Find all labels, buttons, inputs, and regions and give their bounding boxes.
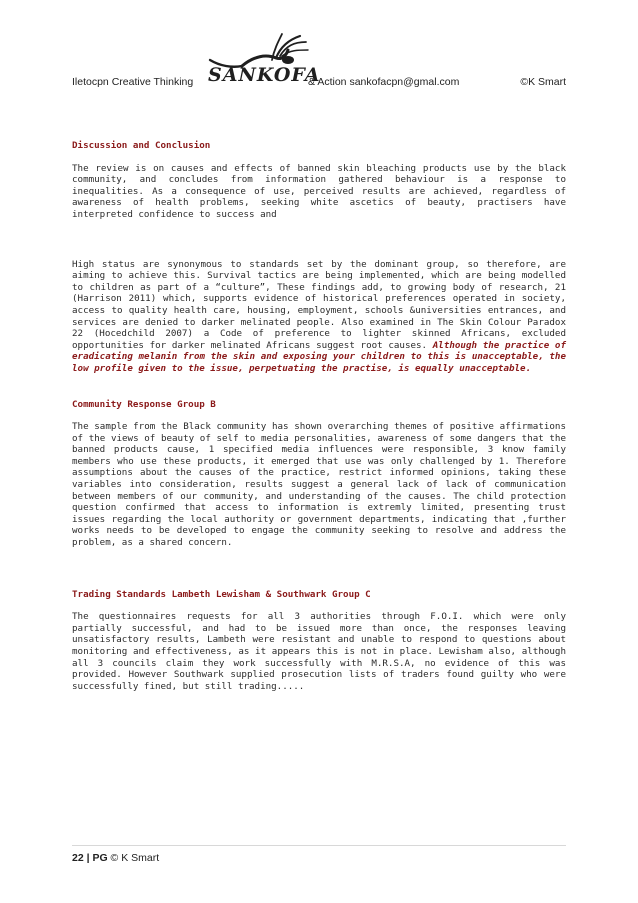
section-heading-trading: Trading Standards Lambeth Lewisham & Southwark Group C bbox=[72, 588, 371, 600]
page-number: 22 | PG bbox=[72, 852, 108, 864]
discussion-paragraph-2-text: High status are synonymous to standards set by the dominant group, so therefore, are aiming to achieve this. Survival tactics are being implemented, which are being modelled to children as part of a “culture”, These findings add, to growing body of research, 21 (Harrison 2011) which, supports evidence of historical preferences operated in society, access to quality health care, housing, employment, schools &universities entrances, and services are denied to darker melinated people. Also examined in The Skin Colour Paradox 22 (Hocedchild 2007) a Code of preference to lighter skinned Africans, excluded opportunities for darker melinated Africans suggest root causes. bbox=[72, 258, 566, 351]
sankofa-logo bbox=[202, 26, 321, 98]
discussion-paragraph-1: The review is on causes and effects of banned skin bleaching products use by the black community, and concludes from information gathered behaviour is a response to inequalities. As a consequence of use, perceived results are achieved, regardless of awareness of health problems, seeking white ascetics of beauty, practisers have interpreted confidence to success and bbox=[72, 162, 566, 220]
trading-paragraph-1: The questionnaires requests for all 3 authorities through F.O.I. which were only partially successful, and had to be issued more than once, the responses leaving unsatisfactory results, Lambeth were resistant and unable to respond to questions about monitoring and effectiveness, as it appears this is not in place. Lewisham also, although all 3 councils claim they work successfully with M.R.S.A, no evidence of this was provided. However Southwark supplied prosecution lists of traders found guilty who were successfully fined, but still trading..... bbox=[72, 611, 566, 692]
footer-copyright: © K Smart bbox=[110, 852, 160, 864]
section-heading-community: Community Response Group B bbox=[72, 398, 216, 410]
discussion-emphasis-text: Although the practice of eradicating melanin from the skin and exposing your children to this is unacceptable, the low profile given to the issue, perpetuating the practise, is equally unacceptable. bbox=[72, 339, 566, 374]
page-footer bbox=[72, 852, 159, 864]
header-middle-text: & Action sankofacpn@gmal.com bbox=[308, 76, 460, 88]
page-header bbox=[72, 24, 566, 104]
section-heading-discussion: Discussion and Conclusion bbox=[72, 140, 211, 151]
document-body bbox=[72, 140, 566, 692]
header-left-text: Iletocpn Creative Thinking bbox=[72, 76, 194, 88]
header-right-text: ©K Smart bbox=[520, 76, 566, 88]
logo-wordmark: SANKOFA bbox=[208, 64, 321, 86]
sankofa-bird-icon bbox=[202, 26, 312, 98]
community-paragraph-1: The sample from the Black community has shown overarching themes of positive affirmations of the views of beauty of self to media personalities, awareness of some dangers that the banned products cause, 1 specified media influences were responsible, 3 know family members who use these products, it emerged that use was only challenged by 1. Therefore assumptions about the causes of the practice, restrict informed opinions, taking these variables into consideration, results suggest a general lack of lack of communication between members of our community, and understanding of the causes. The child protection question confirmed that access to information is extremly limited, presenting trust issues regarding the local authority or government departments, indicating that ,further works needs to be developed to engage the community seeking to resolve and address the problem, as a shared concern. bbox=[72, 421, 566, 549]
discussion-paragraph-2 bbox=[72, 259, 566, 375]
footer-divider bbox=[72, 845, 566, 846]
